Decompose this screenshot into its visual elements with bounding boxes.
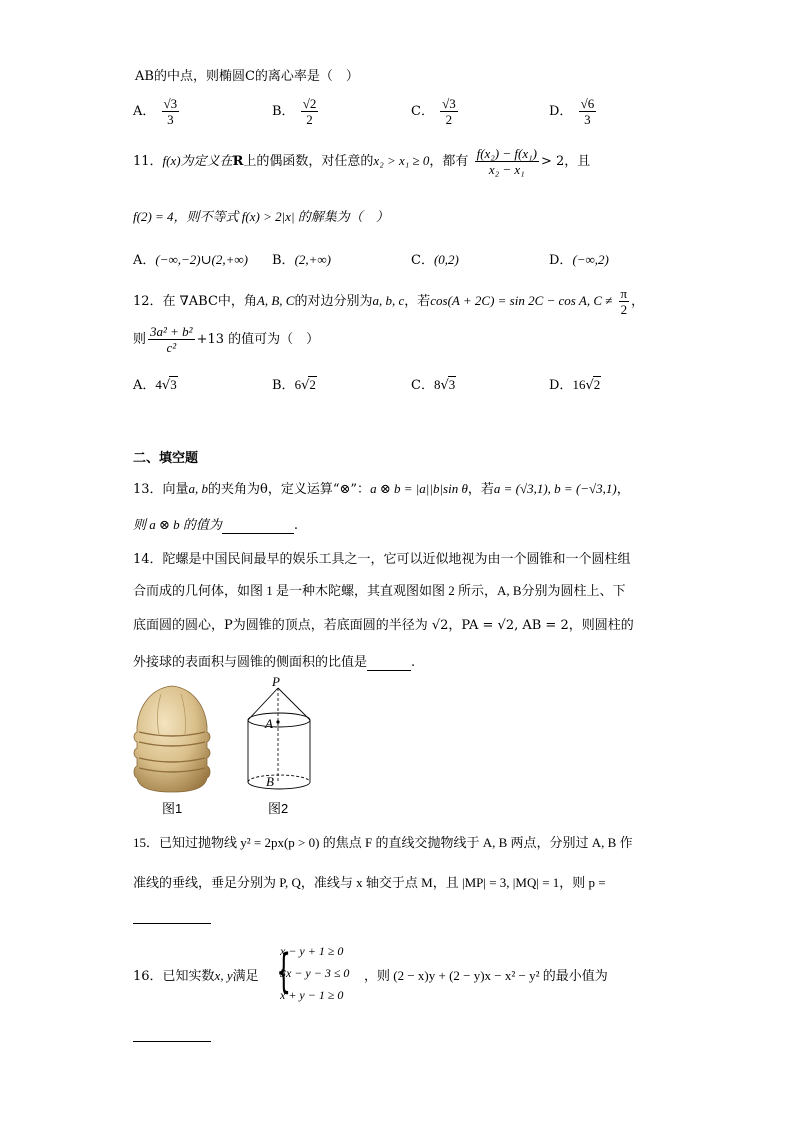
option-den: 3 (167, 112, 174, 127)
variables: x, y (214, 968, 233, 983)
q12-option-d: D．16√2 (549, 377, 601, 393)
option-num: √2 (302, 96, 317, 111)
q14-line2: 合而成的几何体，如图 1 是一种木陀螺，其直观图如图 2 所示，A, B分别为圆柱上、下 (133, 583, 626, 598)
q12-option-a: A．4√3 (133, 377, 177, 393)
text: ，都有 (429, 154, 469, 169)
fraction-numerator: f(x₂) − f(x₁) (476, 146, 537, 161)
q10-stem: AB的中点，则椭圆C的离心率是（ ） (135, 69, 359, 84)
option-num: √6 (580, 96, 595, 111)
point-A-label: A (265, 716, 273, 731)
sides: a, b, c (372, 293, 405, 308)
text: . (293, 518, 299, 533)
q13-stem-line1 (133, 478, 630, 497)
figure1-caption: 图1 (162, 801, 183, 816)
text: f(x)为定义在 (162, 153, 233, 168)
text: 的对边分别为 (294, 294, 373, 309)
fraction-denominator: c² (166, 340, 177, 355)
equation: cos(A + 2C) = sin 2C − cos A, C ≠ (430, 293, 613, 308)
option-den: 3 (584, 112, 591, 127)
q16-constraint-2: 3x − y − 3 ≤ 0 (280, 966, 350, 980)
operation-definition: a ⊗ b = |a||b|sin θ (370, 481, 468, 496)
fraction-numerator: 3a² + b² (150, 324, 193, 339)
text: 的夹角为θ，定义运算“⊗”： (208, 482, 371, 497)
vectors: a, b (188, 481, 209, 496)
text: . (411, 655, 416, 670)
option-label: A． (133, 104, 156, 119)
option-label: C． (411, 104, 434, 119)
q15-line2: 准线的垂线，垂足分别为 P, Q，准线与 x 轴交于点 M，且 |MP| = 3, |MQ| = 1，则 p = (133, 875, 606, 890)
option-label: D． (549, 253, 573, 268)
q11-option-b (272, 249, 331, 268)
option-radicand: 2 (309, 377, 316, 392)
q14-line1: 14．陀螺是中国民间最早的娱乐工具之一，它可以近似地视为由一个圆锥和一个圆柱组 (133, 552, 631, 567)
q12-option-b: B．6√2 (272, 377, 316, 393)
given-vectors: a = (√3,1), b = (−√3,1) (493, 481, 617, 496)
option-label: A． (133, 378, 156, 393)
text: 外接球的表面积与圆锥的侧面积的比值是 (133, 655, 368, 670)
option-coef: 6 (294, 377, 302, 392)
q16-constraint-3: x + y − 1 ≥ 0 (280, 988, 344, 1002)
text: 上的偶函数，对任意的 (243, 154, 374, 169)
q15-line1: 15．已知过抛物线 y² = 2px(p > 0) 的焦点 F 的直线交抛物线于 A, B 两点，分别过 A, B 作 (133, 835, 633, 850)
q11-option-a (133, 249, 248, 268)
text: +13 的值可为（ ） (196, 332, 320, 347)
text: 满足 (232, 969, 259, 984)
option-coef: 16 (572, 377, 586, 392)
option-label: A． (133, 253, 156, 268)
text: 在 ∇ABC中，角 (162, 294, 257, 309)
q14-line3: 底面圆的圆心，P为圆锥的顶点，若底面圆的半径为 √2，PA = √2, AB = 2，则圆柱的 (133, 618, 634, 633)
option-num: √3 (442, 96, 456, 111)
option-text: (0,2) (433, 252, 459, 267)
option-label: D． (549, 378, 573, 393)
option-radicand: 3 (170, 377, 177, 392)
q16-objective: ，则 (2 − x)y + (2 − y)x − x² − y² 的最小值为 (364, 968, 608, 983)
angles: A, B, C (256, 293, 295, 308)
fraction-denominator: 2 (620, 302, 628, 317)
q15-answer-blank (133, 908, 211, 924)
option-text: (−∞,2) (572, 252, 609, 267)
answer-blank (367, 655, 411, 671)
text: 13．向量 (133, 482, 189, 497)
q16-brace: { (276, 944, 291, 998)
cone-cylinder-diagram (240, 674, 320, 796)
option-coef: 8 (433, 377, 441, 392)
section-title: 二、填空题 (133, 451, 199, 466)
option-label: C． (411, 378, 434, 393)
real-set-symbol: R (232, 154, 244, 169)
wooden-top-figure (131, 684, 213, 794)
q10-option-b (272, 96, 320, 127)
q16-answer-blank (133, 1026, 211, 1042)
condition: x₂ > x₁ ≥ 0 (373, 153, 430, 168)
q16-stem (133, 965, 259, 984)
q11-stem-line1 (133, 146, 590, 177)
q13-stem-line2 (133, 514, 298, 534)
question-number: 11． (133, 154, 163, 169)
q10-option-a (133, 96, 181, 127)
option-label: B． (272, 378, 295, 393)
point-B-label: B (266, 774, 274, 789)
option-num: √3 (163, 96, 178, 111)
option-radicand: 3 (448, 377, 456, 392)
option-radicand: 2 (593, 377, 601, 392)
q10-option-d (549, 96, 598, 127)
option-den: 2 (306, 112, 313, 127)
q12-option-c: C．8√3 (411, 377, 456, 393)
text: 则 a ⊗ b 的值为 (133, 517, 222, 532)
text: ，若 (404, 294, 431, 309)
option-label: C． (411, 253, 434, 268)
q11-option-c (411, 249, 459, 268)
q12-stem-line2 (133, 324, 319, 355)
option-label: B． (272, 253, 295, 268)
option-label: D． (549, 104, 573, 119)
q16-constraint-1: x − y + 1 ≥ 0 (280, 944, 344, 958)
q11-stem-line2: f(2) = 4，则不等式 f(x) > 2|x| 的解集为（ ） (133, 209, 389, 224)
q14-line4 (133, 651, 415, 671)
text: ， (616, 482, 630, 497)
option-den: 2 (445, 112, 453, 127)
q12-stem-line1 (133, 286, 644, 317)
point-P-label: P (272, 674, 280, 689)
option-text: (−∞,−2)∪(2,+∞) (155, 252, 248, 267)
fraction-denominator: x₂ − x₁ (488, 162, 525, 177)
answer-blank (222, 518, 294, 534)
fraction-numerator: π (620, 286, 628, 301)
option-label: B． (272, 104, 295, 119)
text: ， (631, 294, 645, 309)
figure2-caption: 图2 (268, 801, 289, 816)
text: 16．已知实数 (133, 969, 215, 984)
question-number: 12． (133, 294, 163, 309)
option-coef: 4 (155, 377, 162, 392)
q11-option-d (549, 249, 609, 268)
text: 则 (133, 332, 147, 347)
option-text: (2,+∞) (294, 252, 332, 267)
q10-option-c (411, 96, 460, 127)
text: ，若 (467, 482, 494, 497)
text: > 2，且 (540, 154, 591, 169)
